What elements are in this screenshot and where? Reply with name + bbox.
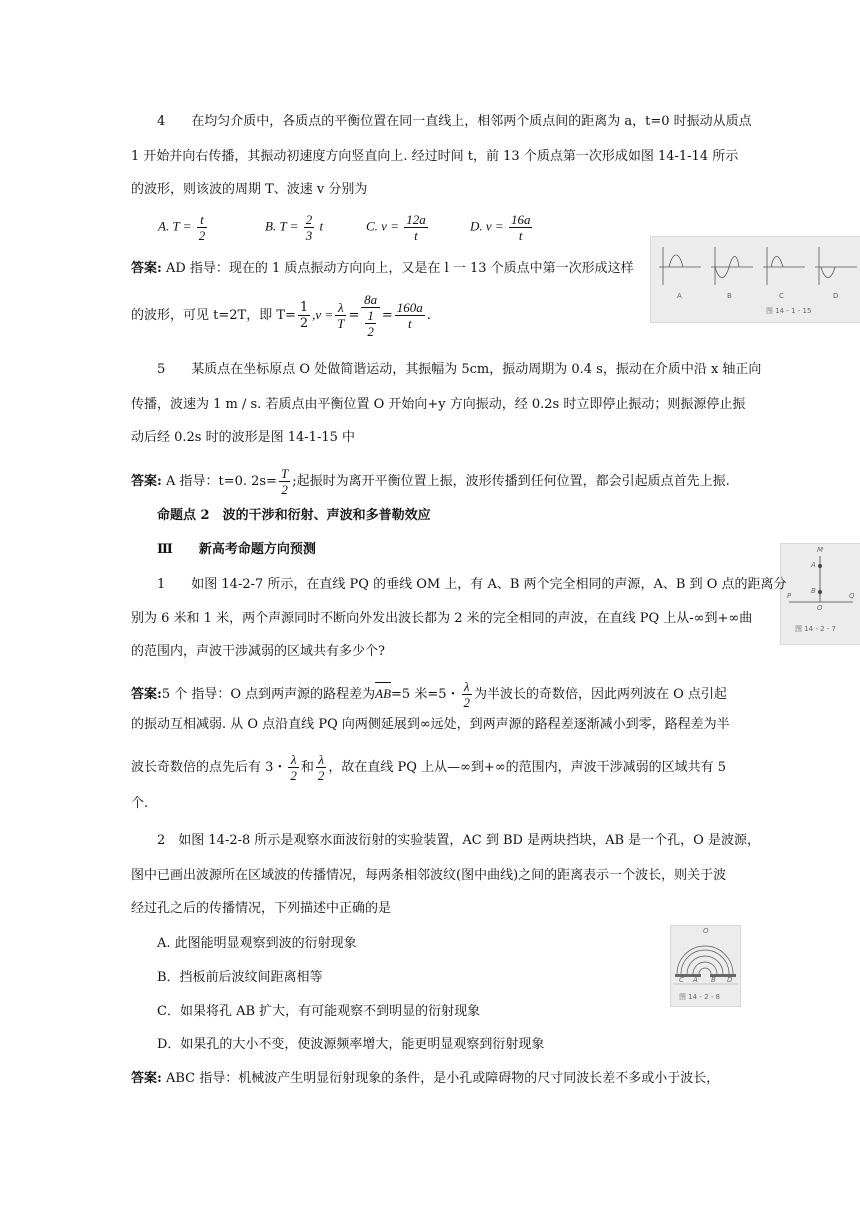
q4-answer-end: . [426,308,431,323]
q1-answer-label: 答案: [131,687,162,702]
q4-option-a-num: t [197,212,208,228]
fig27-label-a: A [811,561,816,569]
fig28-label-o: O [703,927,709,935]
section-subtitle: Ⅲ 新高考命题方向预测 [157,542,316,557]
q4-answer-line-2 [131,292,431,339]
q2-option-b: B．挡板前后波纹间距离相等 [157,970,323,985]
q4-answer-mid: ,v = [312,307,334,322]
q1-answer-pre: 5 个 指导：O 点到两声源的路程差为 [161,687,376,702]
q4-answer-frac2-den: T [337,316,345,331]
q1-answer-l3-frac2-num: λ [316,752,327,768]
q1-answer-l3-frac1-den: 2 [290,768,297,783]
q4-option-d [470,212,534,243]
fig27-label-p: P [787,592,792,600]
fig28-caption: 图 14 - 2 - 8 [679,993,720,1001]
figure-14-1-15 [650,236,860,323]
q4-answer-eq1: = [348,308,360,323]
q1-line-3: 的范围内，声波干涉减弱的区域共有多少个? [131,644,385,659]
figure-14-2-8 [670,925,741,1007]
q4-option-a [158,212,209,243]
q4-option-c-den: t [414,228,418,243]
q4-option-c-num: 12a [406,212,426,227]
section-title: 命题点 2 波的干涉和衍射、声波和多普勒效应 [157,508,431,523]
fig27-label-q: Q [849,592,855,600]
q1-answer-line-2: 的振动互相减弱. 从 O 点沿直线 PQ 向两侧延展到∞远处，到两声源的路程差逐渐减小到零，路程差为半 [131,717,730,732]
q4-option-b-lhs: B. T = [265,218,299,234]
q5-answer-line [131,466,730,497]
q4-line-2: 1 开始并向右传播，其振动初速度方向竖直向上. 经过时间 t，前 13 个质点第一次形成如图 14-1-14 所示 [131,149,739,164]
q4-option-b-num: 2 [305,212,313,227]
q1-answer-line-3 [131,752,726,783]
q2-option-a: A. 此图能明显观察到波的衍射现象 [157,936,357,951]
q1-answer-mid: =5 米=5・ [391,687,460,702]
q5-line-2: 传播，波速为 1 m / s. 若质点由平衡位置 O 开始向+y 方向振动，经 0.2s 时立即停止振动；则振源停止振 [131,397,746,412]
q1-answer-line3-pre: 波长奇数倍的点先后有 3・ [131,760,287,775]
q5-answer-label: 答案: [131,474,162,489]
fig27-caption: 图 14 - 2 - 7 [795,625,836,633]
fig28-label-c: C [679,976,684,984]
q1-answer-frac-num: λ [462,679,473,695]
q1-answer-vector [375,685,391,703]
vector-arrow-icon [375,682,391,683]
q4-option-c [366,212,430,243]
figure-14-2-7 [780,543,860,645]
q2-line-2: 图中已画出波源所在区域波的传播情况，每两条相邻波纹(图中曲线)之间的距离表示一个波长，则关于波 [131,868,727,883]
q1-line-2: 别为 6 米和 1 米，两个声源同时不断向外发出波长都为 2 米的完全相同的声波，在直线 PQ 上从-∞到+∞曲 [131,611,753,626]
fig28-label-a: A [693,976,698,984]
q5-answer-frac-den: 2 [281,482,288,497]
fig28-label-b: B [711,976,716,984]
q2-option-c: C．如果将孔 AB 扩大，有可能观察不到明显的衍射现象 [157,1004,481,1019]
q1-answer-vector-text: AB [375,686,392,701]
q1-answer-post: 为半波长的奇数倍，因此两列波在 O 点引起 [474,687,727,702]
fig27-label-m: M [817,546,824,554]
q1-answer-line3-post: ，故在直线 PQ 上从—∞到+∞的范围内，声波干涉减弱的区域共有 5 [328,760,727,775]
q4-answer-text-2: 的波形，可见 t=2T，即 T= [131,308,296,323]
q4-answer-frac3-inner-den: 2 [367,324,374,339]
q2-answer-line [131,1070,719,1088]
q4-option-b [265,212,323,243]
q4-answer-eq2: = [381,308,393,323]
q2-line-3: 经过孔之后的传播情况，下列描述中正确的是 [131,901,392,916]
q4-option-b-tail: t [319,218,324,234]
q4-answer-frac2-num: λ [335,300,346,316]
q5-line-1: 5 某质点在坐标原点 O 处做简谐运动，其振幅为 5cm，振动周期为 0.4 s，振动在介质中沿 x 轴正向 [157,362,762,377]
fig15-label-a: A [677,292,682,300]
wave-graphs-image [651,237,860,322]
q4-option-d-lhs: D. v = [470,218,504,234]
q2-line-1: 2 如图 14-2-8 所示是观察水面波衍射的实验装置，AC 到 BD 是两块挡块，AB 是一个孔，O 是波源， [157,833,760,848]
fig15-label-d: D [833,292,839,300]
q4-answer-frac3-num: 8a [361,292,380,308]
q4-answer-frac1-den: 2 [299,316,309,331]
q4-line-1: 4 在均匀介质中，各质点的平衡位置在同一直线上，相邻两个质点间的距离为 a，t=0 时振动从质点 [157,114,752,129]
q1-line-1: 1 如图 14-2-7 所示，在直线 PQ 的垂线 OM 上，有 A、B 两个完全相同的声源，A、B 到 O 点的距离分 [157,577,787,592]
q4-option-a-den: 2 [198,228,206,243]
q4-answer-frac4-num: 160a [396,300,423,315]
fig15-caption: 图 14 - 1 - 15 [766,307,812,315]
q5-answer-post: ;起振时为离开平衡位置上振，波形传播到任何位置，都会引起质点首先上振. [292,474,730,489]
q1-answer-l3-frac1-num: λ [288,752,299,768]
fig27-label-b: B [811,587,816,595]
q5-line-3: 动后经 0.2s 时的波形是图 14-1-15 中 [131,430,356,445]
q4-answer-line-1 [131,260,634,278]
q5-answer-pre: A 指导：t=0. 2s= [161,474,277,489]
q4-option-c-lhs: C. v = [366,218,399,234]
q4-answer-frac3-inner-num: 1 [367,308,374,323]
q4-option-d-den: t [518,228,523,243]
q1-answer-line-1 [131,679,727,710]
q4-answer-text-1: AD 指导：现在的 1 质点振动方向向上，又是在 l 一 13 个质点中第一次形成这样 [165,261,634,276]
q1-answer-l3-frac2-den: 2 [317,768,325,783]
q4-option-d-num: 16a [510,212,531,227]
q1-answer-l3-and: 和 [300,760,314,775]
q1-answer-line-4: 个. [131,796,149,811]
q2-option-d: D．如果孔的大小不变，使波源频率增大，能更明显观察到衍射现象 [157,1037,545,1052]
q4-answer-label: 答案: [131,261,162,276]
fig15-label-c: C [779,292,784,300]
q1-answer-frac-den: 2 [463,695,470,710]
q5-answer-frac-num: T [280,466,289,481]
q2-answer-label: 答案: [131,1071,162,1086]
q4-option-b-den: 3 [305,228,313,243]
fig27-label-o: O [817,604,823,612]
fig28-label-d: D [727,976,733,984]
q4-answer-frac4-den: t [407,316,412,331]
q4-line-3: 的波形，则该波的周期 T、波速 v 分别为 [131,182,368,197]
q4-answer-frac1-num: 1 [299,300,309,315]
q2-answer-text: ABC 指导：机械波产生明显衍射现象的条件，是小孔或障碍物的尺寸同波长差不多或小于波长， [165,1071,720,1086]
q4-option-a-lhs: A. T = [158,218,192,234]
fig15-label-b: B [727,292,732,300]
